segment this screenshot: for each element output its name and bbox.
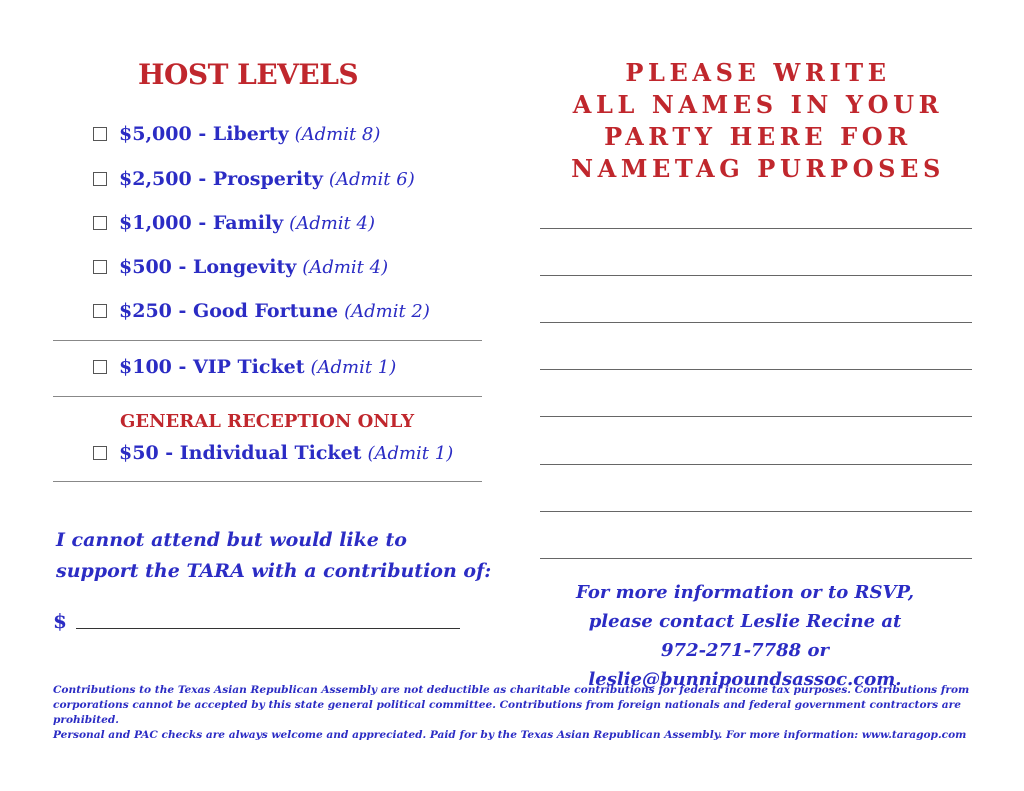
divider bbox=[53, 481, 482, 482]
name-line[interactable] bbox=[540, 416, 972, 417]
contribution-line-2: support the TARA with a contribution of: bbox=[56, 560, 492, 582]
level-liberty bbox=[93, 120, 380, 148]
level-liberty-label: $5,000 - Liberty bbox=[119, 123, 289, 145]
checkbox-liberty[interactable] bbox=[93, 127, 107, 141]
rsvp-line-2: please contact Leslie Recine at bbox=[588, 611, 902, 632]
disclaimer-line-2: corporations cannot be accepted by this state general political committee. Contributions from foreign nationals and federal government contractors are prohibited. bbox=[53, 699, 961, 726]
level-individual-ticket-admit: (Admit 1) bbox=[367, 442, 454, 464]
divider bbox=[53, 340, 482, 341]
checkbox-longevity[interactable] bbox=[93, 260, 107, 274]
names-title bbox=[540, 57, 976, 185]
rsvp-line-1: For more information or to RSVP, bbox=[576, 582, 914, 603]
name-line[interactable] bbox=[540, 511, 972, 512]
names-title-line-1: PLEASE WRITE bbox=[625, 58, 891, 87]
general-reception-title: GENERAL RECEPTION ONLY bbox=[120, 411, 415, 432]
level-longevity-label: $500 - Longevity bbox=[119, 256, 297, 278]
disclaimer bbox=[53, 683, 983, 743]
divider bbox=[53, 396, 482, 397]
level-longevity-admit: (Admit 4) bbox=[302, 256, 389, 278]
host-levels-title: HOST LEVELS bbox=[138, 58, 359, 91]
contribution-text bbox=[56, 525, 506, 587]
name-line[interactable] bbox=[540, 228, 972, 229]
level-vip-ticket-label: $100 - VIP Ticket bbox=[119, 356, 305, 378]
level-individual-ticket-label: $50 - Individual Ticket bbox=[119, 442, 362, 464]
level-longevity bbox=[93, 253, 388, 281]
level-prosperity bbox=[93, 165, 415, 193]
level-good-fortune-admit: (Admit 2) bbox=[344, 300, 430, 322]
checkbox-prosperity[interactable] bbox=[93, 172, 107, 186]
contribution-line-1: I cannot attend but would like to bbox=[56, 529, 407, 551]
level-family-admit: (Admit 4) bbox=[289, 212, 375, 234]
level-good-fortune bbox=[93, 297, 430, 325]
level-individual-ticket bbox=[93, 439, 453, 467]
level-good-fortune-label: $250 - Good Fortune bbox=[119, 300, 339, 322]
names-title-line-2: ALL NAMES IN YOUR bbox=[572, 90, 944, 119]
dollar-sign: $ bbox=[53, 609, 67, 633]
checkbox-good-fortune[interactable] bbox=[93, 304, 107, 318]
checkbox-individual-ticket[interactable] bbox=[93, 446, 107, 460]
contribution-amount-line[interactable] bbox=[76, 628, 460, 629]
level-family bbox=[93, 209, 375, 237]
level-prosperity-label: $2,500 - Prosperity bbox=[119, 168, 323, 190]
level-liberty-admit: (Admit 8) bbox=[294, 123, 381, 145]
name-line[interactable] bbox=[540, 464, 972, 465]
name-line[interactable] bbox=[540, 369, 972, 370]
name-line[interactable] bbox=[540, 558, 972, 559]
level-vip-ticket-admit: (Admit 1) bbox=[310, 356, 397, 378]
rsvp-line-3: 972-271-7788 or leslie@bunnipoundsassoc.com. bbox=[588, 640, 902, 690]
level-vip-ticket bbox=[93, 353, 396, 381]
level-family-label: $1,000 - Family bbox=[119, 212, 284, 234]
disclaimer-line-3: Personal and PAC checks are always welcome and appreciated. Paid for by the Texas Asian Republican Assembly. For more information: www.taragop.com bbox=[53, 729, 967, 741]
checkbox-family[interactable] bbox=[93, 216, 107, 230]
level-prosperity-admit: (Admit 6) bbox=[328, 168, 415, 190]
rsvp-info bbox=[520, 578, 970, 694]
disclaimer-line-1: Contributions to the Texas Asian Republican Assembly are not deductible as charitable contributions for federal income tax purposes. Contributions from bbox=[53, 684, 970, 696]
names-title-line-4: NAMETAG PURPOSES bbox=[571, 154, 945, 183]
name-line[interactable] bbox=[540, 275, 972, 276]
checkbox-vip-ticket[interactable] bbox=[93, 360, 107, 374]
name-line[interactable] bbox=[540, 322, 972, 323]
names-title-line-3: PARTY HERE FOR bbox=[604, 122, 912, 151]
